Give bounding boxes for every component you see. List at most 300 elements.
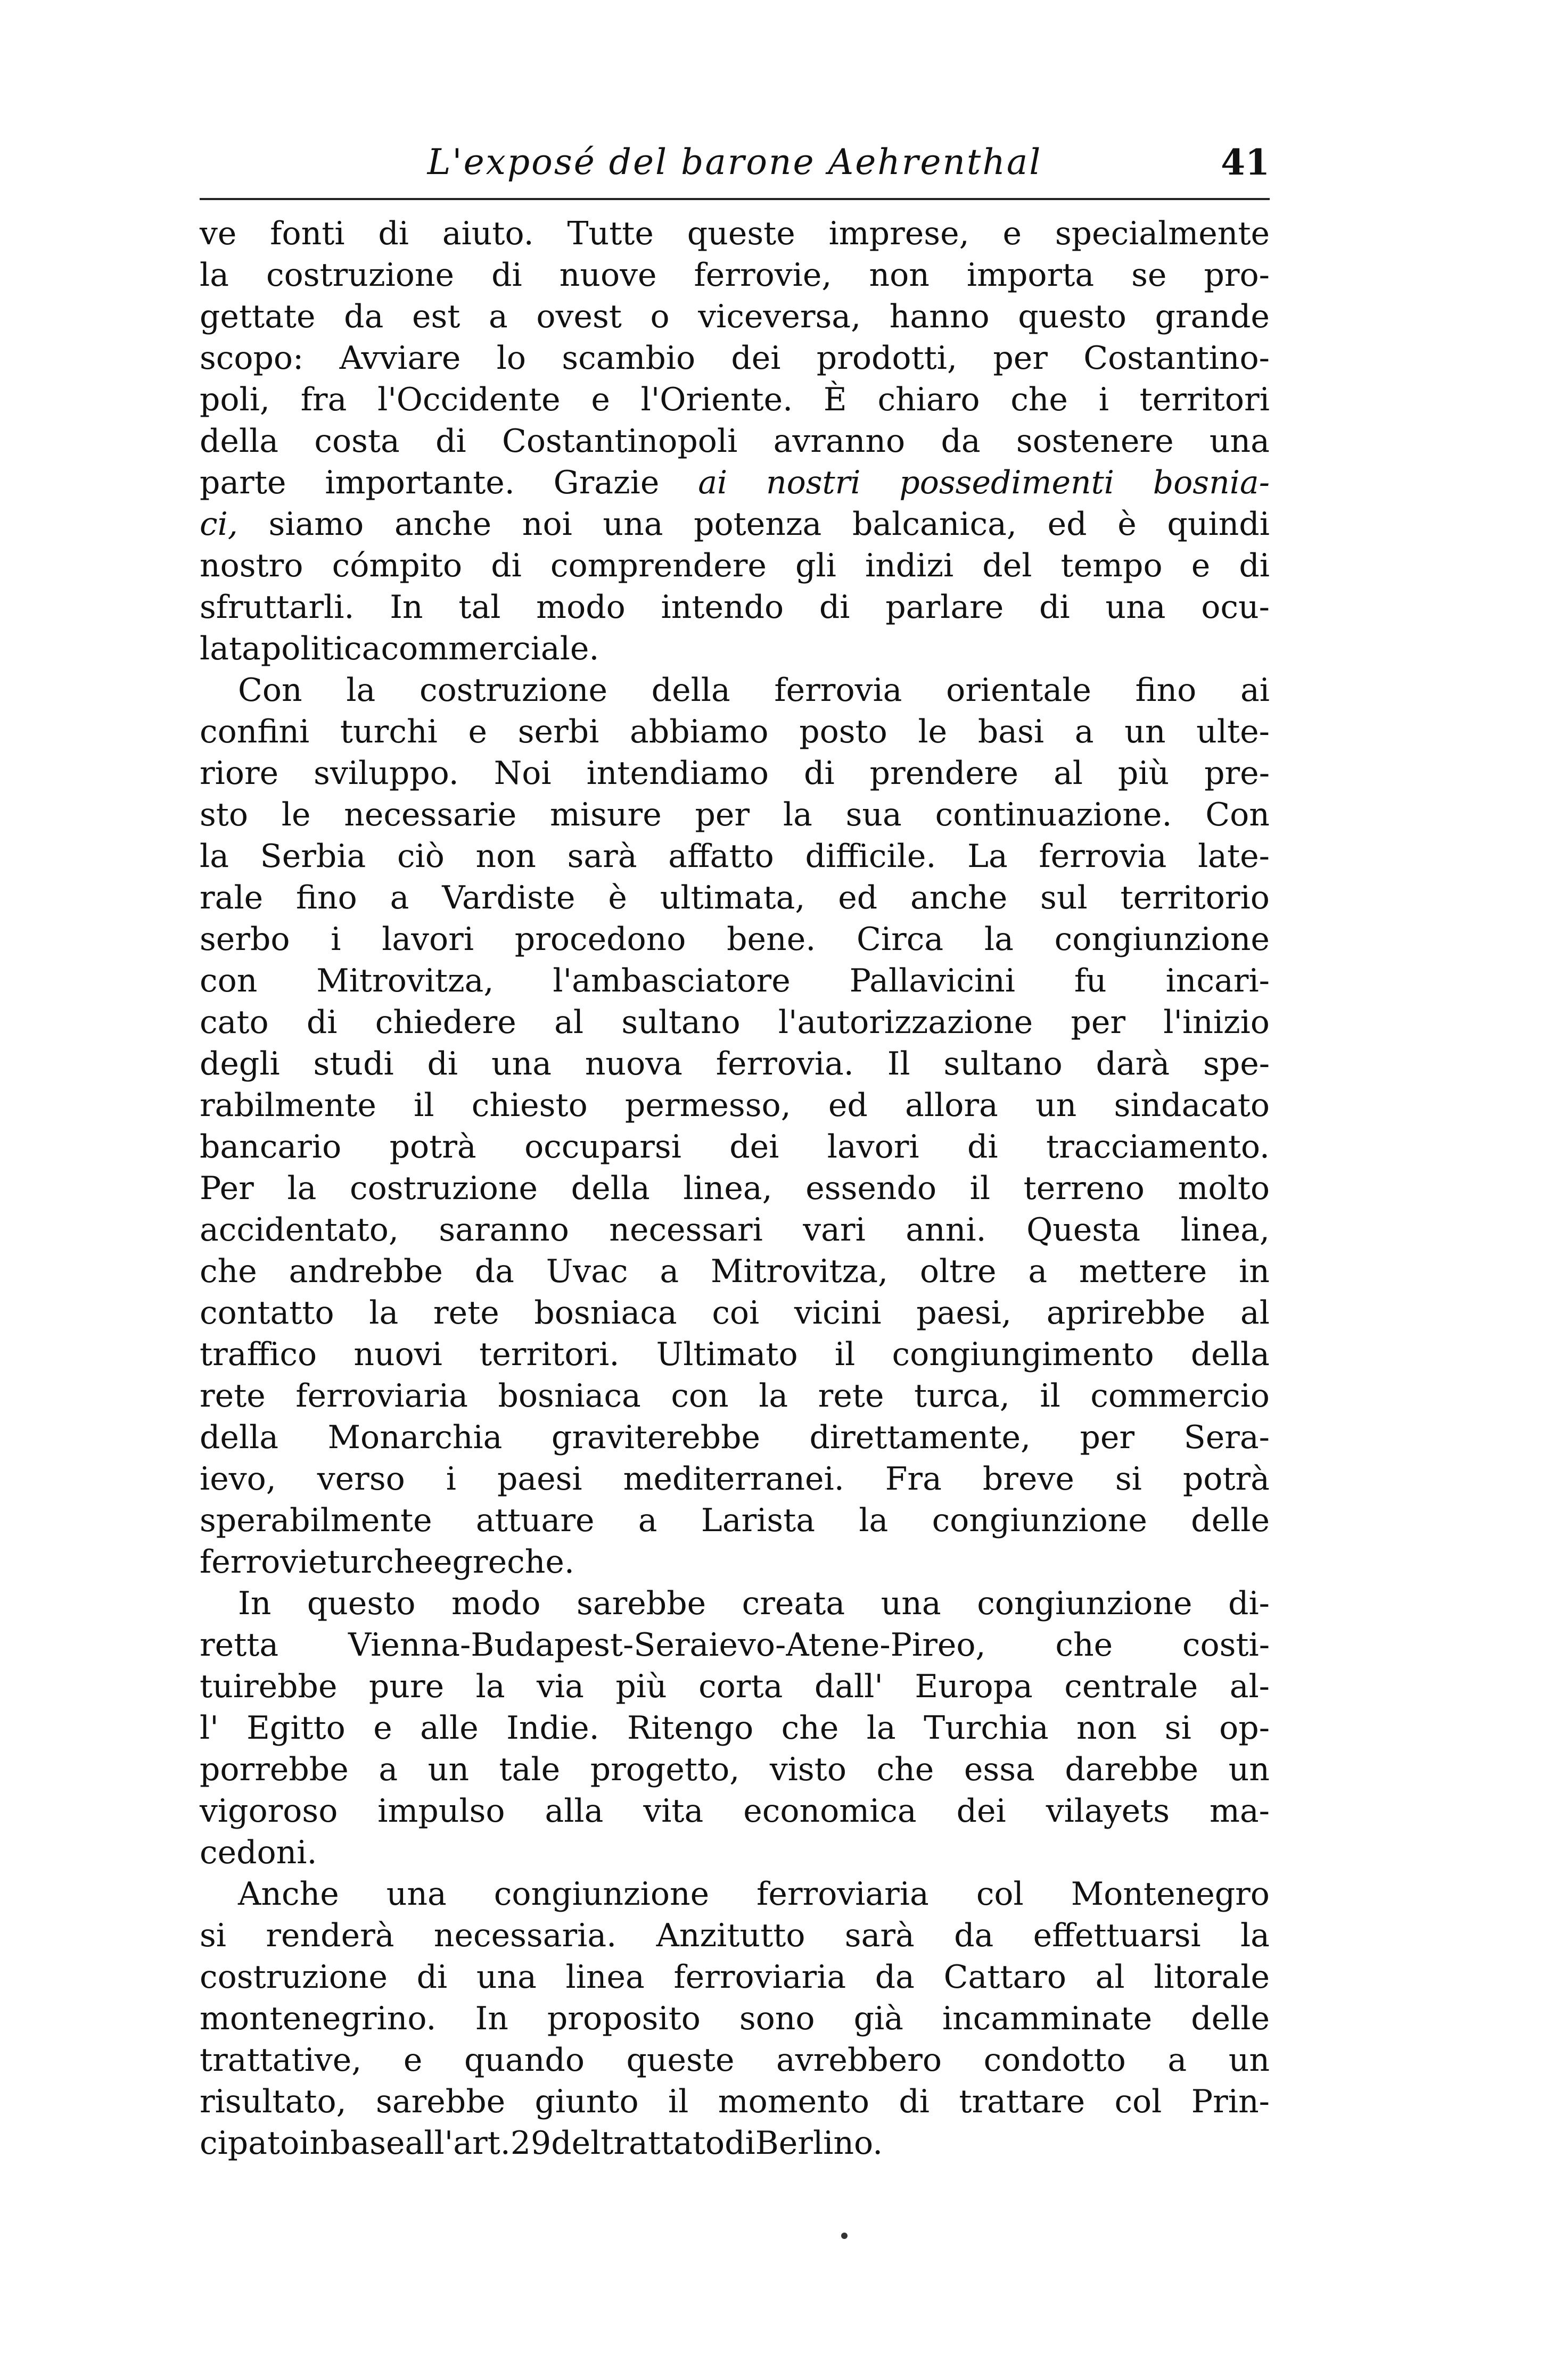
word: accidentato, bbox=[200, 1211, 399, 1249]
word: Tutte bbox=[567, 215, 654, 252]
word: trattare bbox=[959, 2083, 1086, 2120]
word: vicini bbox=[794, 1294, 882, 1332]
word: parte bbox=[200, 464, 286, 501]
text-line bbox=[200, 1292, 1270, 1334]
word: per bbox=[695, 796, 750, 833]
word: viceversa, bbox=[698, 298, 861, 335]
word: fonti bbox=[270, 215, 345, 252]
text-line bbox=[200, 1541, 1270, 1583]
word: sarebbe bbox=[577, 1585, 706, 1622]
word: Mitrovitza, bbox=[316, 962, 494, 999]
word: il bbox=[969, 1170, 991, 1207]
word: e bbox=[591, 381, 610, 418]
word: sul bbox=[1040, 879, 1088, 916]
word: territori bbox=[1139, 381, 1270, 418]
word: politica bbox=[260, 630, 381, 667]
word: linea, bbox=[1180, 1211, 1270, 1249]
word: lata bbox=[200, 630, 261, 667]
word: graviterebbe bbox=[551, 1419, 761, 1456]
text-line bbox=[200, 1707, 1270, 1749]
word: montenegrino. bbox=[200, 2000, 437, 2037]
word: ve bbox=[200, 215, 237, 252]
word: il bbox=[834, 1336, 856, 1373]
word: dei bbox=[956, 1792, 1006, 1830]
word: il bbox=[668, 2083, 689, 2120]
word: intendiamo bbox=[586, 755, 769, 792]
word: le bbox=[281, 796, 311, 833]
word: essendo bbox=[805, 1170, 937, 1207]
word: di bbox=[1039, 589, 1070, 626]
word: sindacato bbox=[1114, 1087, 1270, 1124]
word: ciò bbox=[397, 838, 445, 875]
text-line bbox=[200, 836, 1270, 877]
word: serbi bbox=[517, 713, 599, 750]
text-line bbox=[200, 2039, 1270, 2081]
word: o bbox=[650, 298, 670, 335]
word: ocu- bbox=[1201, 589, 1270, 626]
word: ferrovie, bbox=[694, 257, 832, 294]
word: effettuarsi bbox=[1033, 1917, 1201, 1954]
word: porrebbe bbox=[200, 1751, 349, 1788]
word: breve bbox=[982, 1460, 1074, 1498]
word: questo bbox=[1018, 298, 1126, 335]
word: lavori bbox=[827, 1128, 919, 1166]
word: la bbox=[200, 257, 229, 294]
text-line bbox=[200, 919, 1270, 960]
word: potrà bbox=[1182, 1460, 1270, 1498]
word: all'art. bbox=[405, 2125, 511, 2162]
word: di- bbox=[1228, 1585, 1270, 1622]
word: sviluppo. bbox=[314, 755, 459, 792]
word: ferroviaria bbox=[295, 1377, 468, 1415]
word: commercio bbox=[1090, 1377, 1270, 1415]
word: riore bbox=[200, 755, 279, 792]
word: la bbox=[475, 1668, 505, 1705]
word: ultimata, bbox=[660, 879, 805, 916]
word: al- bbox=[1229, 1668, 1270, 1705]
word: turca, bbox=[914, 1377, 1010, 1415]
word: sto bbox=[200, 796, 249, 833]
word: importante. bbox=[325, 464, 515, 501]
word: confini bbox=[200, 713, 310, 750]
word: si bbox=[1164, 1709, 1191, 1747]
word: del bbox=[551, 2125, 601, 2162]
word: Serbia bbox=[260, 838, 366, 875]
word: a bbox=[1074, 713, 1094, 750]
word: col bbox=[1114, 2083, 1162, 2120]
word: sultano bbox=[943, 1045, 1063, 1082]
word: a bbox=[1167, 2042, 1187, 2079]
word: Uvac bbox=[546, 1253, 628, 1290]
word: Ritengo bbox=[627, 1709, 754, 1747]
word: un bbox=[1124, 713, 1166, 750]
word: andrebbe bbox=[289, 1253, 443, 1290]
word: cedoni. bbox=[200, 1834, 317, 1871]
word: ferroviaria bbox=[756, 1875, 929, 1913]
word: nuovi bbox=[353, 1336, 442, 1373]
word: Berlino. bbox=[755, 2125, 883, 2162]
word: il bbox=[1040, 1377, 1060, 1415]
word: ovest bbox=[536, 298, 622, 335]
header-rule bbox=[200, 198, 1270, 200]
word: spe- bbox=[1203, 1045, 1270, 1082]
word: Con bbox=[1205, 796, 1270, 833]
word: ci, bbox=[200, 506, 238, 543]
word: una bbox=[603, 506, 663, 543]
word: al bbox=[1240, 1294, 1270, 1332]
word: greche. bbox=[452, 1543, 574, 1581]
word: giunto bbox=[534, 2083, 639, 2120]
word: cipato bbox=[200, 2125, 300, 2162]
word: costruzione bbox=[419, 672, 607, 709]
text-line bbox=[200, 711, 1270, 753]
word: aiuto. bbox=[442, 215, 534, 252]
word: non bbox=[475, 838, 536, 875]
word: Larista bbox=[701, 1502, 816, 1539]
word: terreno bbox=[1023, 1170, 1145, 1207]
word: pro- bbox=[1204, 257, 1270, 294]
word: oltre bbox=[919, 1253, 997, 1290]
word: È bbox=[823, 381, 847, 418]
word: nuove bbox=[559, 257, 657, 294]
word: cato bbox=[200, 1004, 269, 1041]
word: parlare bbox=[885, 589, 1004, 626]
word: vigoroso bbox=[200, 1792, 338, 1830]
word: ed bbox=[838, 879, 878, 916]
word: la bbox=[1240, 1917, 1270, 1954]
word: congiunzione bbox=[1054, 921, 1270, 958]
word: delle bbox=[1191, 1502, 1270, 1539]
word: quindi bbox=[1167, 506, 1270, 543]
word: In bbox=[475, 2000, 508, 2037]
body-text bbox=[200, 213, 1270, 2164]
word: gettate bbox=[200, 298, 316, 335]
word: degli bbox=[200, 1045, 280, 1082]
word: a bbox=[379, 1751, 398, 1788]
text-line bbox=[200, 586, 1270, 628]
word: la bbox=[783, 796, 812, 833]
word: sarebbe bbox=[376, 2083, 506, 2120]
word: occuparsi bbox=[524, 1128, 681, 1166]
word: la bbox=[200, 838, 229, 875]
word: incamminate bbox=[942, 2000, 1153, 2037]
word: prodotti, bbox=[816, 340, 958, 377]
word: potrà bbox=[389, 1128, 476, 1166]
word: da bbox=[875, 1958, 915, 1996]
word: la bbox=[287, 1170, 317, 1207]
word: al bbox=[1095, 1958, 1125, 1996]
word: un bbox=[1035, 1087, 1077, 1124]
word: mediterranei. bbox=[623, 1460, 844, 1498]
word: e bbox=[403, 2042, 423, 2079]
word: linea bbox=[565, 1958, 645, 1996]
word: verso bbox=[317, 1460, 405, 1498]
word: quando bbox=[464, 2042, 585, 2079]
word: nostro bbox=[200, 547, 303, 584]
word: di bbox=[725, 2125, 755, 2162]
text-line bbox=[200, 1085, 1270, 1126]
text-line bbox=[200, 960, 1270, 1002]
word: tale bbox=[499, 1751, 561, 1788]
word: Vardiste bbox=[442, 879, 575, 916]
word: per bbox=[1071, 1004, 1126, 1041]
word: pure bbox=[368, 1668, 445, 1705]
word: sarà bbox=[844, 1917, 915, 1954]
word: le bbox=[918, 713, 948, 750]
word: fu bbox=[1074, 962, 1107, 999]
word: Vienna-Budapest-Seraievo-Atene-Pireo, bbox=[348, 1626, 986, 1664]
word: economica bbox=[743, 1792, 917, 1830]
word: con bbox=[671, 1377, 729, 1415]
word: di bbox=[306, 1004, 338, 1041]
word: l' bbox=[200, 1709, 219, 1747]
text-line bbox=[200, 1873, 1270, 1915]
word: si bbox=[1115, 1460, 1142, 1498]
word: rete bbox=[200, 1377, 266, 1415]
word: tuirebbe bbox=[200, 1668, 338, 1705]
word: della bbox=[571, 1170, 650, 1207]
word: est bbox=[412, 298, 460, 335]
word: che bbox=[781, 1709, 839, 1747]
word: fra bbox=[300, 381, 347, 418]
word: ed bbox=[828, 1087, 868, 1124]
word: continuazione. bbox=[935, 796, 1172, 833]
word: una bbox=[1105, 589, 1166, 626]
word: necessari bbox=[609, 1211, 763, 1249]
word: sperabilmente bbox=[200, 1502, 432, 1539]
word: di bbox=[899, 2083, 930, 2120]
text-line bbox=[200, 1002, 1270, 1043]
word: rete bbox=[818, 1377, 884, 1415]
word: Avviare bbox=[339, 340, 461, 377]
word: ferrovia. bbox=[716, 1045, 854, 1082]
word: a bbox=[489, 298, 508, 335]
word: lo bbox=[496, 340, 527, 377]
word: ai bbox=[698, 464, 728, 501]
word: Anzitutto bbox=[656, 1917, 805, 1954]
word: affatto bbox=[668, 838, 774, 875]
word: coi bbox=[712, 1294, 760, 1332]
word: saranno bbox=[439, 1211, 569, 1249]
word: da bbox=[474, 1253, 514, 1290]
word: condotto bbox=[983, 2042, 1126, 2079]
word: Mitrovitza, bbox=[710, 1253, 889, 1290]
word: Montenegro bbox=[1071, 1875, 1270, 1913]
word: rale bbox=[200, 879, 264, 916]
word: allora bbox=[905, 1087, 998, 1124]
word: di bbox=[435, 423, 466, 460]
word: linea, bbox=[683, 1170, 772, 1207]
word: abbiamo bbox=[629, 713, 769, 750]
word: queste bbox=[687, 215, 795, 252]
word: modo bbox=[451, 1585, 541, 1622]
word: attuare bbox=[475, 1502, 595, 1539]
word: retta bbox=[200, 1626, 279, 1664]
word: non bbox=[1076, 1709, 1137, 1747]
word: molto bbox=[1178, 1170, 1270, 1207]
word: a bbox=[638, 1502, 657, 1539]
word: paesi bbox=[497, 1460, 582, 1498]
word: che bbox=[1010, 381, 1068, 418]
word: Turchia bbox=[924, 1709, 1049, 1747]
word: vita bbox=[643, 1792, 704, 1830]
word: vari bbox=[803, 1211, 866, 1249]
word: la bbox=[866, 1709, 896, 1747]
word: costi- bbox=[1182, 1626, 1270, 1664]
word: e bbox=[373, 1709, 392, 1747]
word: che bbox=[876, 1751, 934, 1788]
word: litorale bbox=[1154, 1958, 1270, 1996]
word: op- bbox=[1219, 1709, 1270, 1747]
word: ma- bbox=[1209, 1792, 1270, 1830]
word: territori. bbox=[479, 1336, 620, 1373]
text-line bbox=[200, 1458, 1270, 1500]
word: e bbox=[468, 713, 487, 750]
word: necessarie bbox=[344, 796, 517, 833]
word: rete bbox=[433, 1294, 499, 1332]
text-line bbox=[200, 1749, 1270, 1790]
text-line bbox=[200, 628, 1270, 670]
text-line bbox=[200, 420, 1270, 462]
word: Indie. bbox=[506, 1709, 599, 1747]
word: rabilmente bbox=[200, 1087, 376, 1124]
word: specialmente bbox=[1055, 215, 1270, 252]
word: bancario bbox=[200, 1128, 342, 1166]
word: di bbox=[491, 257, 522, 294]
word: avranno bbox=[773, 423, 906, 460]
word: congiunzione bbox=[977, 1585, 1193, 1622]
text-line bbox=[200, 794, 1270, 836]
word: a bbox=[1028, 1253, 1048, 1290]
word: posto bbox=[799, 713, 887, 750]
word: una bbox=[491, 1045, 552, 1082]
text-line bbox=[200, 462, 1270, 503]
word: nuova bbox=[585, 1045, 682, 1082]
word: Per bbox=[200, 1170, 254, 1207]
word: è bbox=[608, 879, 627, 916]
word: una bbox=[476, 1958, 537, 1996]
word: dei bbox=[731, 340, 781, 377]
text-line bbox=[200, 1168, 1270, 1209]
text-line bbox=[200, 1624, 1270, 1666]
word: della bbox=[1190, 1336, 1270, 1373]
word: dei bbox=[729, 1128, 779, 1166]
text-line bbox=[200, 2081, 1270, 2122]
word: congiungimento bbox=[892, 1336, 1154, 1373]
word: hanno bbox=[889, 298, 990, 335]
word: commerciale. bbox=[381, 630, 599, 667]
text-line bbox=[200, 1583, 1270, 1624]
word: da bbox=[344, 298, 384, 335]
word: vilayets bbox=[1046, 1792, 1170, 1830]
word: aprirebbe bbox=[1046, 1294, 1206, 1332]
text-line bbox=[200, 1334, 1270, 1375]
word: sfruttarli. bbox=[200, 589, 355, 626]
word: ed bbox=[1047, 506, 1087, 543]
word: della bbox=[651, 672, 730, 709]
word: turchi bbox=[340, 713, 438, 750]
word: Cattaro bbox=[943, 1958, 1067, 1996]
word: più bbox=[1117, 755, 1170, 792]
printing-speck bbox=[841, 2233, 848, 2239]
word: chiesto bbox=[471, 1087, 588, 1124]
word: tracciamento. bbox=[1046, 1128, 1270, 1166]
word: proposito bbox=[547, 2000, 701, 2037]
word: difficile. bbox=[805, 838, 936, 875]
word: trattato bbox=[601, 2125, 725, 2162]
word: sua bbox=[845, 796, 902, 833]
word: ferrovia bbox=[1039, 838, 1167, 875]
word: al bbox=[1053, 755, 1083, 792]
word: In bbox=[390, 589, 423, 626]
word: turche bbox=[327, 1543, 433, 1581]
word: tempo bbox=[1060, 547, 1163, 584]
word: impulso bbox=[377, 1792, 505, 1830]
word: la bbox=[346, 672, 376, 709]
word: e bbox=[1191, 547, 1211, 584]
text-line bbox=[200, 254, 1270, 296]
word: permesso, bbox=[624, 1087, 791, 1124]
word: che bbox=[200, 1253, 257, 1290]
word: è bbox=[1117, 506, 1137, 543]
word: tal bbox=[458, 589, 501, 626]
word: territorio bbox=[1120, 879, 1270, 916]
word: del bbox=[982, 547, 1032, 584]
word: via bbox=[537, 1668, 584, 1705]
word: scopo: bbox=[200, 340, 304, 377]
text-line bbox=[200, 379, 1270, 420]
word: l'inizio bbox=[1163, 1004, 1270, 1041]
word: siamo bbox=[268, 506, 364, 543]
word: anche bbox=[910, 879, 1008, 916]
word: di bbox=[1239, 547, 1270, 584]
word: si bbox=[200, 1917, 226, 1954]
word: incari- bbox=[1165, 962, 1270, 999]
word: renderà bbox=[266, 1917, 394, 1954]
word: costruzione bbox=[350, 1170, 538, 1207]
word: studi bbox=[313, 1045, 394, 1082]
word: sultano bbox=[621, 1004, 741, 1041]
word: una bbox=[881, 1585, 941, 1622]
text-line bbox=[200, 213, 1270, 254]
word: più bbox=[615, 1668, 667, 1705]
word: a bbox=[660, 1253, 679, 1290]
word: comprendere bbox=[550, 547, 767, 584]
word: chiedere bbox=[375, 1004, 516, 1041]
word: trattative, bbox=[200, 2042, 362, 2079]
text-line bbox=[200, 1500, 1270, 1541]
word: congiunzione bbox=[494, 1875, 710, 1913]
word: l'ambasciatore bbox=[553, 962, 791, 999]
word: e bbox=[433, 1543, 453, 1581]
word: prendere bbox=[869, 755, 1018, 792]
text-line bbox=[200, 545, 1270, 586]
word: di bbox=[804, 755, 835, 792]
word: di bbox=[427, 1045, 458, 1082]
word: l'autorizzazione bbox=[778, 1004, 1033, 1041]
word: late- bbox=[1198, 838, 1270, 875]
word: anni. bbox=[906, 1211, 986, 1249]
word: Sera- bbox=[1183, 1419, 1270, 1456]
text-line bbox=[200, 1375, 1270, 1417]
word: sarà bbox=[567, 838, 637, 875]
word: Monarchia bbox=[327, 1419, 503, 1456]
word: di bbox=[378, 215, 409, 252]
word: bene. bbox=[727, 921, 816, 958]
word: in bbox=[299, 2125, 331, 2162]
word: In bbox=[238, 1585, 272, 1622]
word: ulte- bbox=[1196, 713, 1270, 750]
